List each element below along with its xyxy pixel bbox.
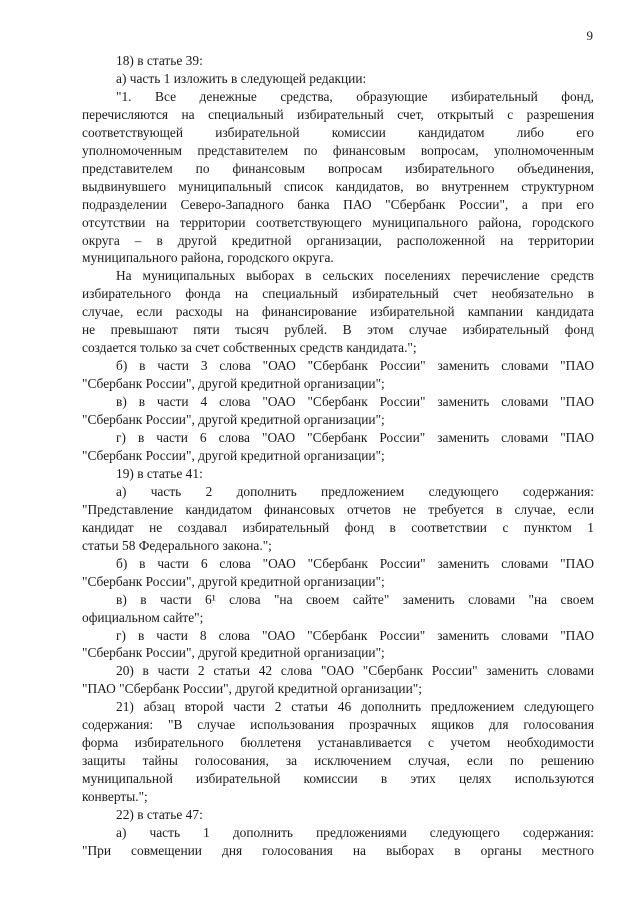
text-line: "ПАО "Сбербанк России", другой кредитной организации"; — [82, 681, 422, 697]
text-line: отсутствии на территории соответствующего муниципального района, городского — [82, 214, 594, 230]
text-line: "1. Все денежные средства, образующие избирательный фонд, — [116, 88, 594, 104]
text-line: подразделении Северо-Западного банка ПАО "Сбербанк России", а при его — [82, 196, 594, 212]
text-line: муниципальной избирательной комиссии в этих целях используются — [82, 771, 594, 787]
text-line: статьи 58 Федерального закона."; — [82, 537, 272, 553]
text-line: в) в части 6¹ слова "на своем сайте" заменить словами "на своем — [116, 591, 594, 607]
text-line: округа – в другой кредитной организации, расположенной на территории — [82, 232, 594, 248]
text-line: 22) в статье 47: — [116, 807, 203, 823]
text-line: перечисляются на специальный избирательный счет, открытый с разрешения — [82, 106, 594, 122]
text-line: 21) абзац второй части 2 статьи 46 дополнить предложением следующего — [116, 699, 594, 715]
text-line: избирательного фонда на специальный избирательный счет необязательно в — [82, 286, 594, 302]
text-line: г) в части 8 слова "ОАО "Сбербанк России" заменить словами "ПАО — [116, 627, 594, 643]
text-line: "Представление кандидатом финансовых отчетов не требуется в случае, если — [82, 501, 594, 517]
text-line: а) часть 1 изложить в следующей редакции: — [116, 70, 367, 86]
text-line: "Сбербанк России", другой кредитной организации"; — [82, 376, 385, 392]
text-line: 18) в статье 39: — [116, 53, 203, 68]
text-line: в) в части 4 слова "ОАО "Сбербанк России" заменить словами "ПАО — [116, 394, 594, 410]
text-line: "При совмещении дня голосования на выборах в органы местного — [82, 842, 594, 858]
text-line: не превышают пяти тысяч рублей. В этом случае избирательный фонд — [82, 322, 594, 338]
text-line: муниципального района, городского округа. — [82, 250, 334, 266]
document-body — [82, 52, 594, 860]
text-line: 19) в статье 41: — [116, 465, 203, 481]
text-line: выдвинувшего муниципальный список кандидатов, во внутреннем структурном — [82, 178, 594, 194]
text-line: представителем по финансовым вопросам избирательного объединения, — [82, 160, 594, 176]
text-line: б) в части 6 слова "ОАО "Сбербанк России" заменить словами "ПАО — [116, 555, 594, 571]
text-line: "Сбербанк России", другой кредитной организации"; — [82, 573, 385, 589]
text-line: защиты тайны голосования, за исключением случая, если по решению — [82, 753, 594, 769]
text-line: соответствующей избирательной комиссии кандидатом либо его — [82, 124, 594, 140]
text-line: конверты."; — [82, 789, 148, 805]
text-line: форма избирательного бюллетеня устанавливается с учетом необходимости — [82, 735, 594, 751]
text-line: содержания: "В случае использования прозрачных ящиков для голосования — [82, 717, 594, 733]
text-line: официальном сайте"; — [82, 609, 204, 625]
text-line: б) в части 3 слова "ОАО "Сбербанк России" заменить словами "ПАО — [116, 358, 594, 374]
text-line: "Сбербанк России", другой кредитной организации"; — [82, 412, 385, 428]
page-number: 9 — [586, 28, 593, 43]
text-line: 20) в части 2 статьи 42 слова "ОАО "Сбербанк России" заменить словами — [116, 663, 594, 679]
text-line: создается только за счет собственных средств кандидата."; — [82, 340, 417, 356]
text-line: "Сбербанк России", другой кредитной организации"; — [82, 645, 385, 661]
text-line: случае, если расходы на финансирование избирательной кампании кандидата — [82, 304, 594, 320]
text-line: уполномоченным представителем по финансовым вопросам, уполномоченным — [82, 142, 594, 158]
text-line: г) в части 6 слова "ОАО "Сбербанк России" заменить словами "ПАО — [116, 430, 594, 446]
text-line: кандидат не создавал избирательный фонд в соответствии с пунктом 1 — [82, 519, 594, 535]
text-line: "Сбербанк России", другой кредитной организации"; — [82, 447, 385, 463]
text-line: а) часть 1 дополнить предложениями следующего содержания: — [116, 824, 594, 840]
text-line: а) часть 2 дополнить предложением следующего содержания: — [116, 483, 594, 499]
text-line: На муниципальных выборах в сельских поселениях перечисление средств — [116, 268, 594, 284]
